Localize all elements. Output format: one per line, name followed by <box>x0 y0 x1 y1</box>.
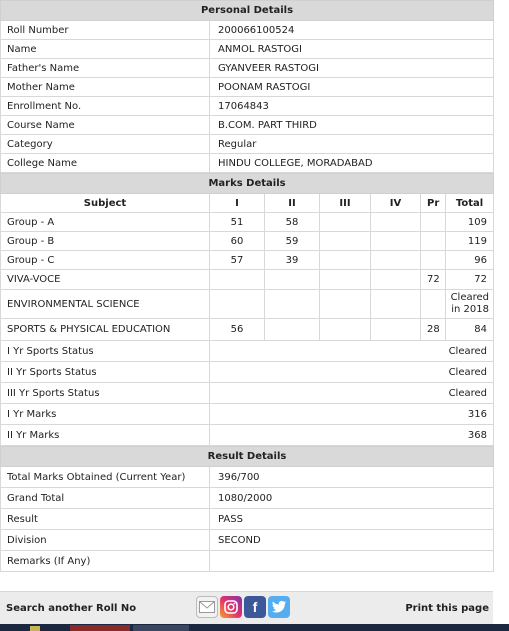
result-row <box>1 551 494 572</box>
marks-pr: 28 <box>421 319 446 341</box>
marks-row <box>1 290 494 319</box>
taskbar-icon[interactable] <box>30 626 40 631</box>
result-row <box>1 467 494 488</box>
marks-details-heading: Marks Details <box>1 174 494 194</box>
taskbar <box>0 624 509 631</box>
personal-row <box>1 116 494 135</box>
field-value: ANMOL RASTOGI <box>210 40 494 59</box>
marks-iii <box>320 213 371 232</box>
column-header-i: I <box>210 194 265 213</box>
marks-row <box>1 232 494 251</box>
marks-iv <box>371 213 421 232</box>
personal-details-table <box>0 0 494 173</box>
marks-total: 96 <box>446 251 494 270</box>
subject-name: Group - B <box>1 232 210 251</box>
marks-i: 60 <box>210 232 265 251</box>
field-label: Mother Name <box>1 78 210 97</box>
share-icons <box>196 596 290 618</box>
marks-details-table <box>0 173 494 446</box>
marks-ii <box>265 319 320 341</box>
taskbar-item-active[interactable] <box>70 625 130 631</box>
marks-iii <box>320 319 371 341</box>
marks-ii: 39 <box>265 251 320 270</box>
field-label: Name <box>1 40 210 59</box>
result-row <box>1 530 494 551</box>
marks-i: 57 <box>210 251 265 270</box>
taskbar-item[interactable] <box>133 625 189 631</box>
column-header-total: Total <box>446 194 494 213</box>
marks-iv <box>371 232 421 251</box>
marks-total: 84 <box>446 319 494 341</box>
marks-ii: 59 <box>265 232 320 251</box>
status-row <box>1 383 494 404</box>
marks-row <box>1 251 494 270</box>
personal-row <box>1 154 494 173</box>
result-value: SECOND <box>210 530 494 551</box>
subject-name: SPORTS & PHYSICAL EDUCATION <box>1 319 210 341</box>
personal-row <box>1 135 494 154</box>
marks-i <box>210 270 265 290</box>
footer-bar <box>0 591 493 625</box>
marks-row <box>1 270 494 290</box>
instagram-icon[interactable] <box>220 596 242 618</box>
status-row <box>1 425 494 446</box>
facebook-icon[interactable]: f <box>244 596 266 618</box>
result-row <box>1 509 494 530</box>
marks-i <box>210 290 265 319</box>
status-value: 368 <box>210 425 494 446</box>
result-value: PASS <box>210 509 494 530</box>
field-label: Father's Name <box>1 59 210 78</box>
status-label: I Yr Sports Status <box>1 341 210 362</box>
result-value <box>210 551 494 572</box>
marks-iii <box>320 251 371 270</box>
result-details-heading: Result Details <box>1 447 494 467</box>
field-value: 17064843 <box>210 97 494 116</box>
marks-pr <box>421 213 446 232</box>
mail-icon[interactable] <box>196 596 218 618</box>
column-header-iii: III <box>320 194 371 213</box>
marks-i: 51 <box>210 213 265 232</box>
status-value: Cleared <box>210 383 494 404</box>
result-label: Grand Total <box>1 488 210 509</box>
field-label: Roll Number <box>1 21 210 40</box>
personal-row <box>1 78 494 97</box>
result-label: Total Marks Obtained (Current Year) <box>1 467 210 488</box>
field-label: Enrollment No. <box>1 97 210 116</box>
search-another-roll-link[interactable]: Search another Roll No <box>6 603 137 614</box>
marks-pr <box>421 290 446 319</box>
status-value: Cleared <box>210 341 494 362</box>
marks-pr <box>421 232 446 251</box>
status-label: III Yr Sports Status <box>1 383 210 404</box>
status-value: 316 <box>210 404 494 425</box>
result-row <box>1 488 494 509</box>
result-value: 1080/2000 <box>210 488 494 509</box>
marks-total: 72 <box>446 270 494 290</box>
marks-ii <box>265 270 320 290</box>
marks-iii <box>320 270 371 290</box>
marks-total: 109 <box>446 213 494 232</box>
field-value: POONAM RASTOGI <box>210 78 494 97</box>
field-label: Course Name <box>1 116 210 135</box>
marks-pr: 72 <box>421 270 446 290</box>
column-header-subject: Subject <box>1 194 210 213</box>
field-value: HINDU COLLEGE, MORADABAD <box>210 154 494 173</box>
field-value: 200066100524 <box>210 21 494 40</box>
personal-row <box>1 40 494 59</box>
result-label: Division <box>1 530 210 551</box>
status-label: II Yr Marks <box>1 425 210 446</box>
marks-iv <box>371 251 421 270</box>
marks-ii: 58 <box>265 213 320 232</box>
result-details-table <box>0 446 494 572</box>
subject-name: ENVIRONMENTAL SCIENCE <box>1 290 210 319</box>
subject-name: Group - A <box>1 213 210 232</box>
column-header-ii: II <box>265 194 320 213</box>
twitter-icon[interactable] <box>268 596 290 618</box>
marks-iv <box>371 270 421 290</box>
personal-details-heading: Personal Details <box>1 1 494 21</box>
status-value: Cleared <box>210 362 494 383</box>
personal-row <box>1 59 494 78</box>
marks-iii <box>320 232 371 251</box>
status-row <box>1 362 494 383</box>
marks-i: 56 <box>210 319 265 341</box>
status-label: I Yr Marks <box>1 404 210 425</box>
field-value: B.COM. PART THIRD <box>210 116 494 135</box>
status-label: II Yr Sports Status <box>1 362 210 383</box>
personal-row <box>1 97 494 116</box>
field-label: Category <box>1 135 210 154</box>
result-label: Remarks (If Any) <box>1 551 210 572</box>
field-value: GYANVEER RASTOGI <box>210 59 494 78</box>
result-label: Result <box>1 509 210 530</box>
marks-row <box>1 213 494 232</box>
marks-total: Cleared in 2018 <box>446 290 494 319</box>
result-value: 396/700 <box>210 467 494 488</box>
marks-iii <box>320 290 371 319</box>
status-row <box>1 341 494 362</box>
column-header-pr: Pr <box>421 194 446 213</box>
marks-total: 119 <box>446 232 494 251</box>
personal-row <box>1 21 494 40</box>
field-label: College Name <box>1 154 210 173</box>
marks-row <box>1 319 494 341</box>
print-page-link[interactable]: Print this page <box>405 603 489 614</box>
marks-iv <box>371 319 421 341</box>
marks-pr <box>421 251 446 270</box>
status-row <box>1 404 494 425</box>
marks-iv <box>371 290 421 319</box>
column-header-iv: IV <box>371 194 421 213</box>
subject-name: VIVA-VOCE <box>1 270 210 290</box>
marks-ii <box>265 290 320 319</box>
field-value: Regular <box>210 135 494 154</box>
subject-name: Group - C <box>1 251 210 270</box>
